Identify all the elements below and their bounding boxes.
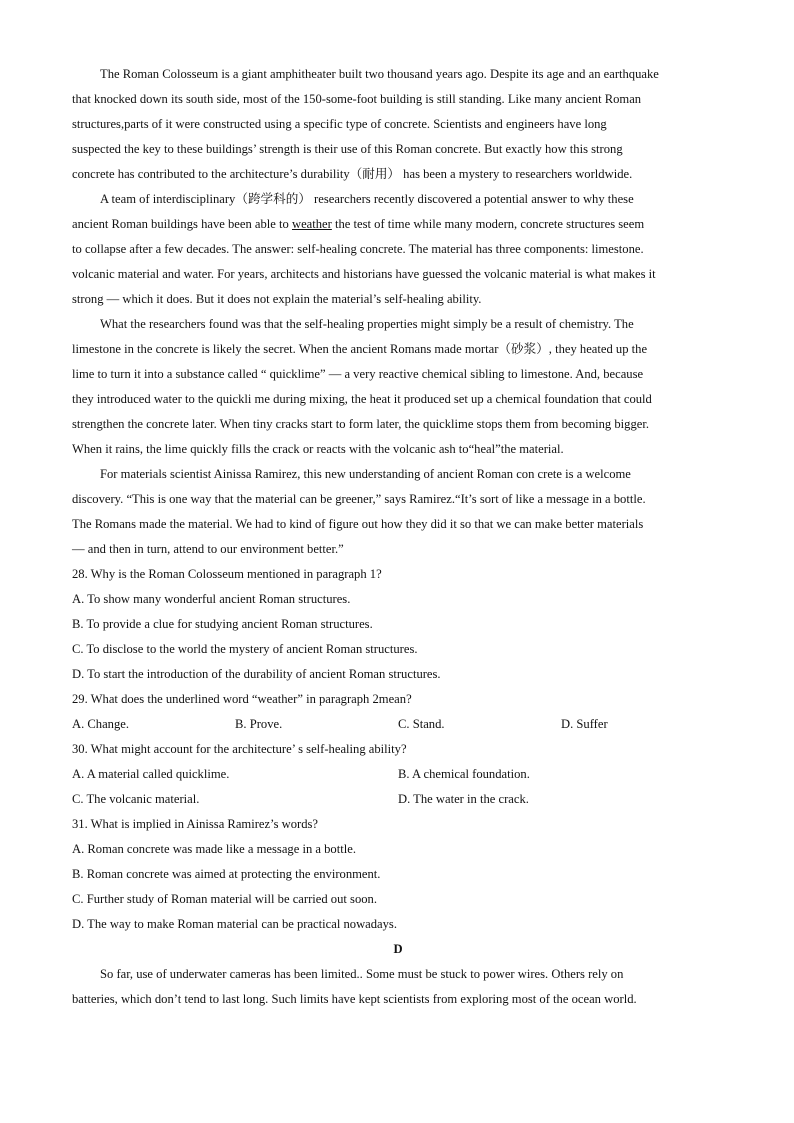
passage-line: What the researchers found was that the self-healing properties might simply be a result of chemistry. The: [100, 317, 634, 331]
passage-line: So far, use of underwater cameras has been limited.. Some must be stuck to power wires. Others rely on: [100, 967, 624, 981]
question-28: 28. Why is the Roman Colosseum mentioned in paragraph 1?: [72, 567, 382, 581]
question-30: 30. What might account for the architecture’ s self-healing ability?: [72, 742, 407, 756]
passage-line: limestone in the concrete is likely the secret. When the ancient Romans made mortar（砂浆）, they heated up the: [72, 342, 648, 356]
option-a: A. Roman concrete was made like a message in a bottle.: [72, 842, 356, 856]
passage-line: that knocked down its south side, most of the 150-some-foot building is still standing. Like many ancient Roman: [72, 92, 642, 106]
option-c: C. Further study of Roman material will be carried out soon.: [72, 892, 377, 906]
passage-line: suspected the key to these buildings’ strength is their use of this Roman concrete. But exactly how this strong: [72, 142, 623, 156]
section-heading: D: [393, 942, 403, 956]
question-31: 31. What is implied in Ainissa Ramirez’s words?: [72, 817, 319, 831]
options-row: [72, 762, 724, 787]
option-d: D. The water in the crack.: [398, 792, 529, 806]
passage-line: strengthen the concrete later. When tiny cracks start to form later, the quicklime stops them from becoming bigger.: [72, 417, 649, 431]
passage-text: ancient Roman buildings have been able to: [72, 217, 292, 231]
options-row: [72, 787, 724, 812]
option-b: B. To provide a clue for studying ancient Roman structures.: [72, 617, 373, 631]
passage-line: strong — which it does. But it does not explain the material’s self-healing ability.: [72, 292, 482, 306]
passage-line: structures,parts of it were constructed using a specific type of concrete. Scientists and engineers have long: [72, 117, 607, 131]
option-b: B. Roman concrete was aimed at protecting the environment.: [72, 867, 381, 881]
passage-line: A team of interdisciplinary（跨学科的） researchers recently discovered a potential answer to why these: [100, 192, 634, 206]
passage-line: batteries, which don’t tend to last long. Such limits have kept scientists from exploring most of the ocean world.: [72, 992, 637, 1006]
passage-line: The Romans made the material. We had to kind of figure out how they did it so that we can make better materials: [72, 517, 644, 531]
question-29: 29. What does the underlined word “weather” in paragraph 2mean?: [72, 692, 412, 706]
passage-text: the test of time while many modern, concrete structures seem: [331, 217, 645, 231]
option-c: C. Stand.: [398, 717, 445, 731]
option-d: D. To start the introduction of the durability of ancient Roman structures.: [72, 667, 441, 681]
option-d: D. Suffer: [561, 717, 608, 731]
reading-content: [72, 62, 724, 1012]
passage-line: concrete has contributed to the architecture’s durability（耐用） has been a mystery to researchers worldwide.: [72, 167, 633, 181]
option-a: A. To show many wonderful ancient Roman structures.: [72, 592, 351, 606]
options-row: [72, 712, 724, 737]
option-b: B. Prove.: [235, 717, 283, 731]
option-b: B. A chemical foundation.: [398, 767, 530, 781]
passage-line: discovery. “This is one way that the material can be greener,” says Ramirez.“It’s sort of like a message in a bottle.: [72, 492, 646, 506]
passage-line: For materials scientist Ainissa Ramirez, this new understanding of ancient Roman con crete is a welcome: [100, 467, 631, 481]
option-a: A. Change.: [72, 717, 130, 731]
passage-line: When it rains, the lime quickly fills the crack or reacts with the volcanic ash to“heal”the material.: [72, 442, 564, 456]
option-d: D. The way to make Roman material can be practical nowadays.: [72, 917, 397, 931]
passage-line: lime to turn it into a substance called “ quicklime” — a very reactive chemical sibling to limestone. And, because: [72, 367, 644, 381]
underlined-word: weather: [291, 217, 332, 231]
option-a: A. A material called quicklime.: [72, 767, 230, 781]
passage-line: [72, 212, 724, 237]
passage-line: to collapse after a few decades. The answer: self-healing concrete. The material has three components: limestone.: [72, 242, 644, 256]
passage-line: volcanic material and water. For years, architects and historians have guessed the volcanic material is what makes it: [72, 267, 656, 281]
option-c: C. To disclose to the world the mystery of ancient Roman structures.: [72, 642, 418, 656]
passage-line: — and then in turn, attend to our environment better.”: [72, 542, 344, 556]
option-c: C. The volcanic material.: [72, 792, 200, 806]
passage-line: they introduced water to the quickli me during mixing, the heat it produced set up a chemical foundation that could: [72, 392, 652, 406]
passage-line: The Roman Colosseum is a giant amphitheater built two thousand years ago. Despite its age and an earthquake: [100, 67, 659, 81]
